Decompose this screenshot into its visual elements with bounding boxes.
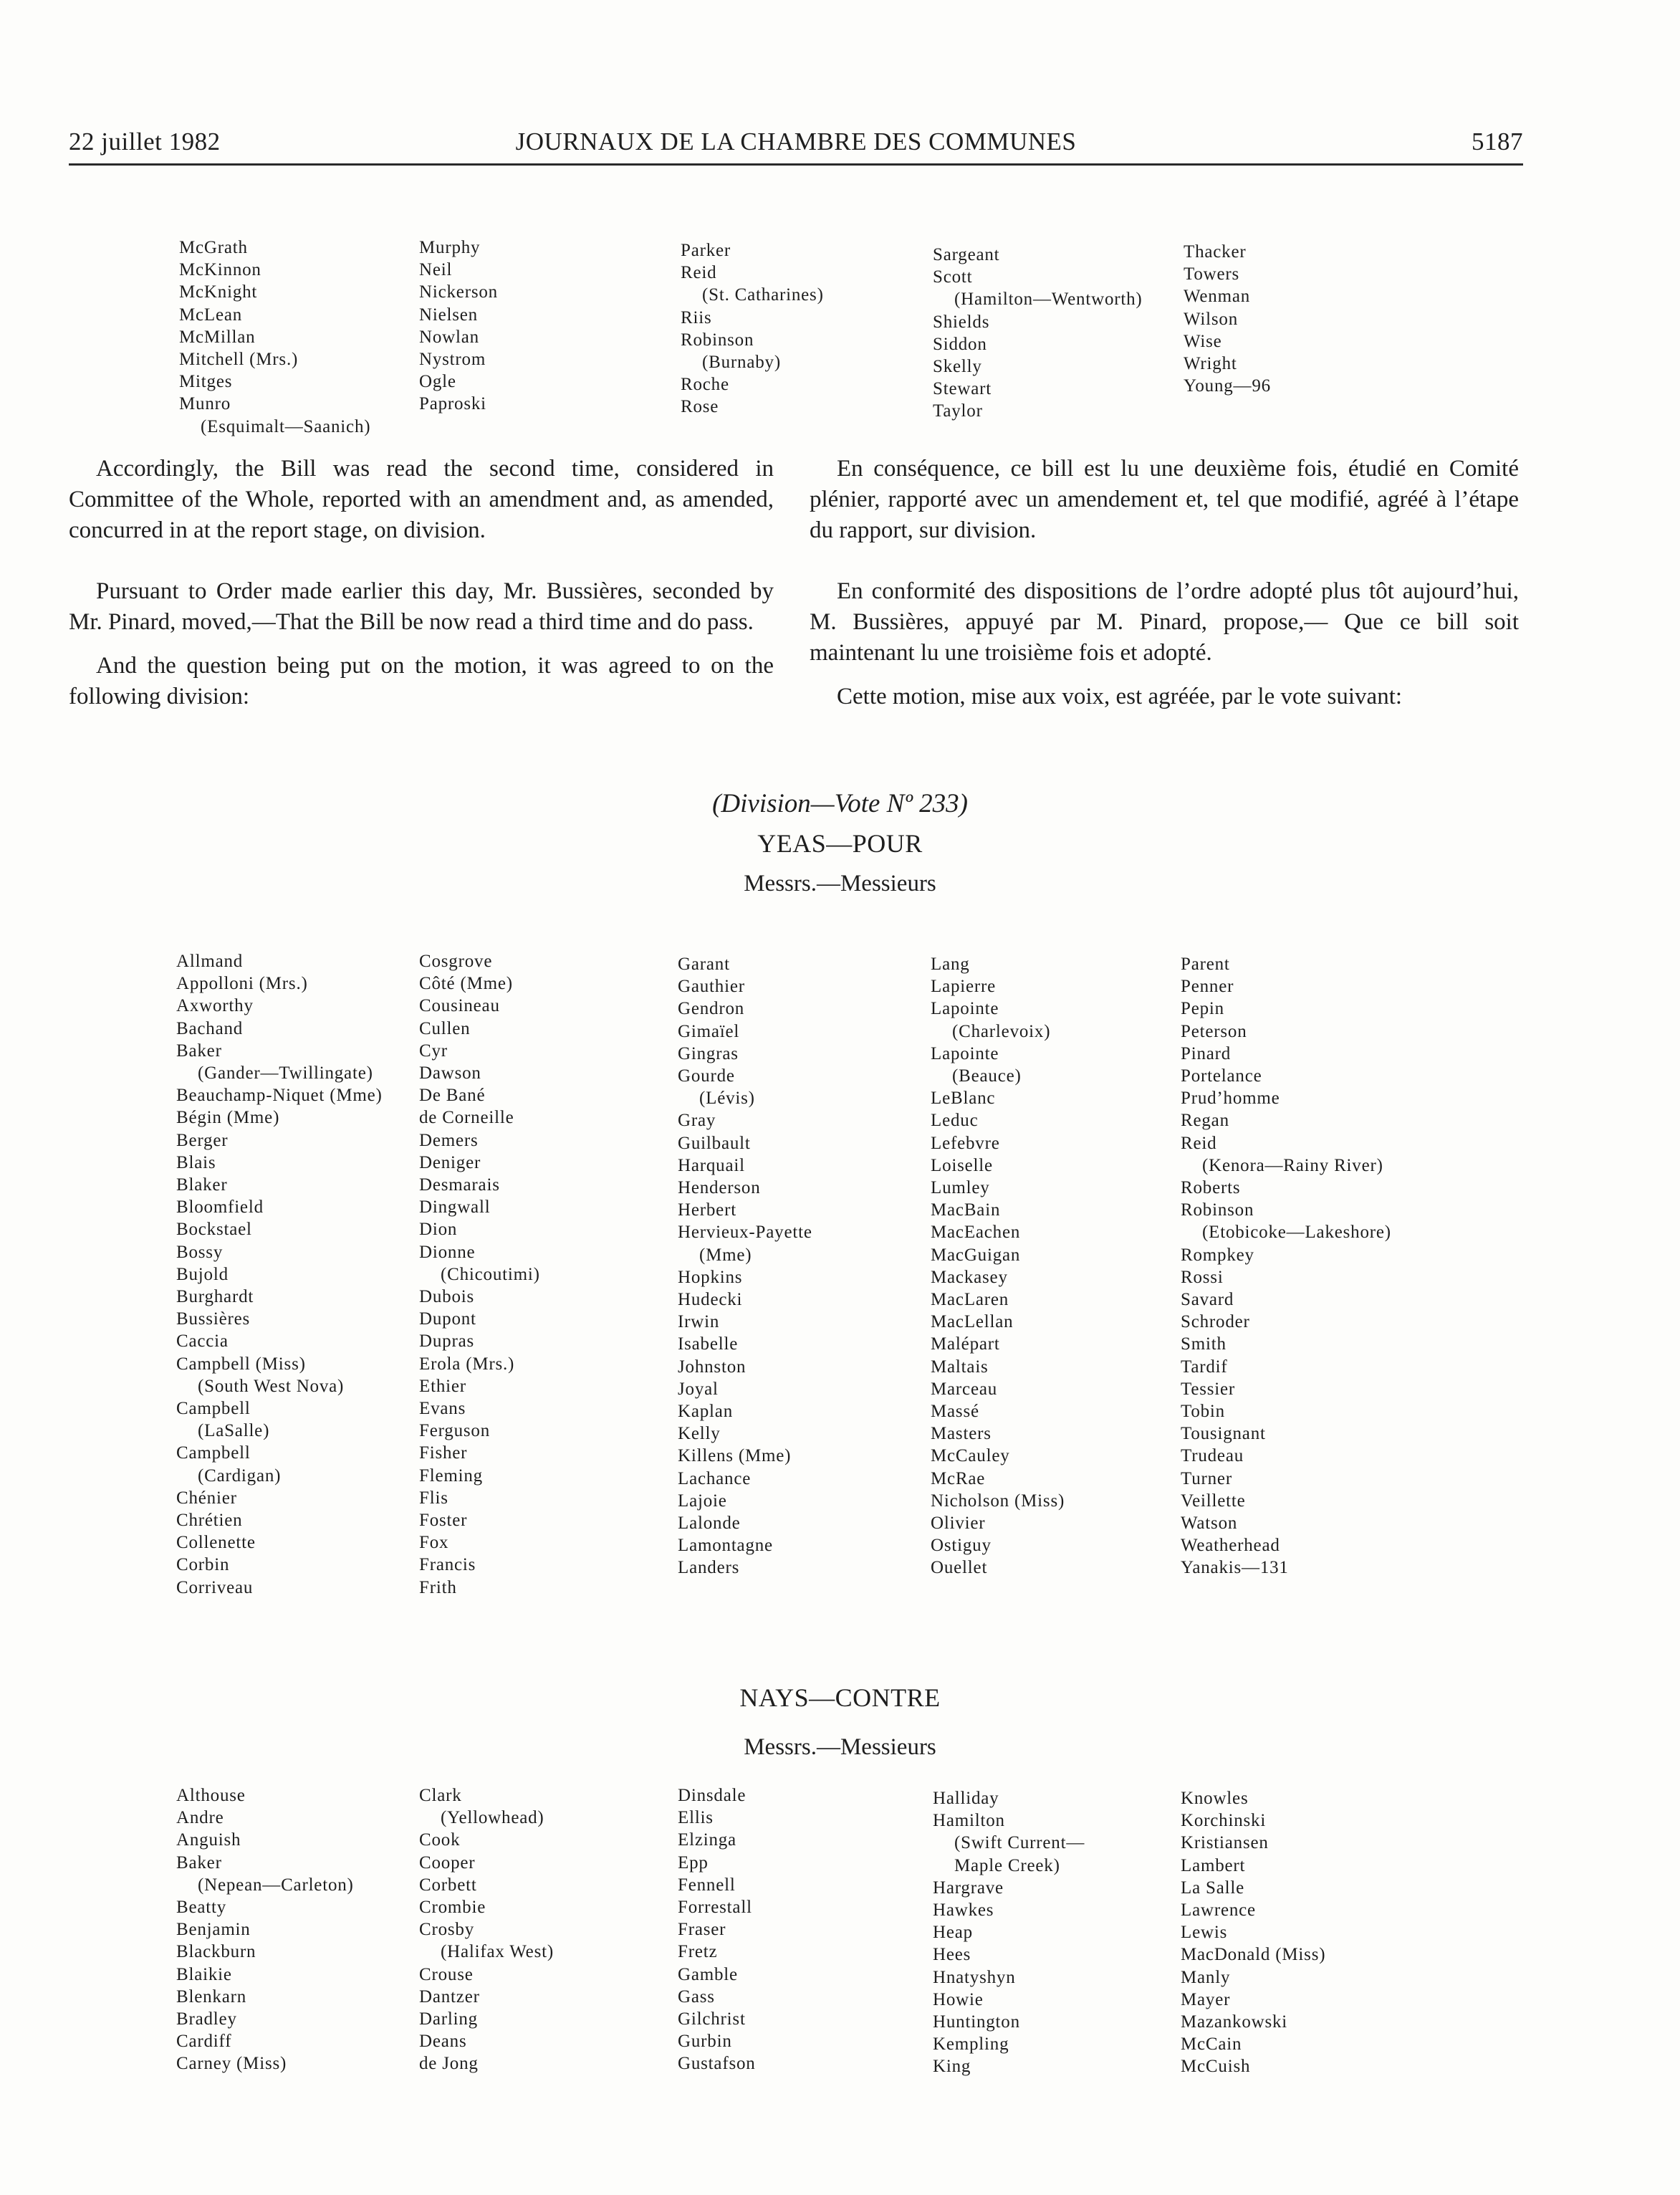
member-name: Trudeau xyxy=(1181,1446,1244,1466)
member-name: Nowlan xyxy=(419,327,479,347)
top-names-column xyxy=(681,239,824,419)
member-name: Axworthy xyxy=(176,996,254,1016)
member-name: Fennell xyxy=(678,1875,736,1895)
member-name: (Halifax West) xyxy=(441,1942,554,1962)
member-name: Garant xyxy=(678,955,730,974)
member-name: Lajoie xyxy=(678,1491,727,1511)
member-name: Fraser xyxy=(678,1920,726,1940)
member-name: Desmarais xyxy=(419,1175,500,1195)
member-name: Scott xyxy=(933,267,973,287)
member-name: Hudecki xyxy=(678,1290,743,1310)
member-name: Neil xyxy=(419,260,453,280)
member-name: Roberts xyxy=(1181,1178,1241,1198)
member-name: Blenkarn xyxy=(176,1986,247,2007)
nays-names-column xyxy=(933,1787,1085,2078)
member-name: Collenette xyxy=(176,1533,256,1553)
yeas-names-column xyxy=(1181,953,1391,1579)
member-name: (Swift Current— xyxy=(954,1833,1085,1853)
member-name: De Bané xyxy=(419,1086,486,1106)
member-name: Parker xyxy=(681,241,731,260)
member-name: Loiselle xyxy=(931,1155,993,1175)
member-name: de Corneille xyxy=(419,1108,514,1128)
member-name: McCain xyxy=(1181,2034,1242,2055)
member-name: Reid xyxy=(681,263,717,283)
member-name: Bussières xyxy=(176,1309,251,1329)
member-name: Lawrence xyxy=(1181,1900,1256,1921)
member-name: McCuish xyxy=(1181,2057,1251,2077)
member-name: Foster xyxy=(419,1511,468,1531)
member-name: Turner xyxy=(1181,1468,1232,1488)
member-name: (St. Catharines) xyxy=(702,285,824,305)
member-name: Frith xyxy=(419,1577,457,1597)
top-names-column xyxy=(179,236,370,438)
member-name: King xyxy=(933,2057,971,2077)
member-name: Lefebvre xyxy=(931,1133,1000,1153)
member-name: Herbert xyxy=(678,1200,736,1220)
member-name: Côté (Mme) xyxy=(419,974,513,994)
nays-names-column xyxy=(678,1784,756,2075)
member-name: Robinson xyxy=(681,330,754,350)
nays-heading: NAYS—CONTRE xyxy=(739,1683,941,1712)
member-name: Dingwall xyxy=(419,1197,491,1218)
member-name: Pinard xyxy=(1181,1043,1232,1063)
member-name: Tardif xyxy=(1181,1357,1228,1377)
nays-names-column xyxy=(176,1784,354,2075)
french-paragraph: Cette motion, mise aux voix, est agréée, par le vote suivant: xyxy=(837,684,1403,709)
member-name: Veillette xyxy=(1181,1491,1246,1511)
member-name: Dubois xyxy=(419,1287,475,1307)
member-name: Ogle xyxy=(419,372,456,392)
french-paragraph: En conséquence, ce bill est lu une deuxième fois, étudié en Comité plénier, rapporté avec un amendement et, tel que modifié, agréé à l’étape du rapport, sur division. xyxy=(810,456,1519,543)
member-name: Portelance xyxy=(1181,1066,1262,1086)
member-name: Gray xyxy=(678,1111,716,1131)
member-name: Nicholson (Miss) xyxy=(931,1491,1065,1511)
member-name: Carney (Miss) xyxy=(176,2054,287,2074)
member-name: Rossi xyxy=(1181,1267,1224,1287)
member-name: Guilbault xyxy=(678,1133,751,1153)
member-name: (Beauce) xyxy=(952,1066,1022,1086)
member-name: Lapierre xyxy=(931,977,997,997)
member-name: Flis xyxy=(419,1488,448,1508)
member-name: Munro xyxy=(179,394,231,414)
member-name: Weatherhead xyxy=(1181,1536,1280,1556)
member-name: Cosgrove xyxy=(419,952,493,971)
member-name: Gendron xyxy=(678,999,745,1019)
member-name: Bachand xyxy=(176,1018,244,1038)
member-name: Halliday xyxy=(933,1789,999,1808)
member-name: (Hamilton—Wentworth) xyxy=(954,290,1143,310)
english-paragraph: Accordingly, the Bill was read the second time, considered in Committee of the Whole, reported with an amendment and, as amended, concurred in at the report stage, on division. xyxy=(69,456,774,543)
member-name: Ostiguy xyxy=(931,1536,992,1556)
member-name: Erola (Mrs.) xyxy=(419,1354,515,1374)
member-name: Olivier xyxy=(931,1513,986,1534)
member-name: Fisher xyxy=(419,1443,468,1463)
member-name: Fretz xyxy=(678,1942,718,1962)
member-name: McMillan xyxy=(179,327,256,347)
member-name: Bujold xyxy=(176,1264,229,1284)
member-name: MacGuigan xyxy=(931,1245,1021,1265)
member-name: McKnight xyxy=(179,282,258,302)
member-name: Nystrom xyxy=(419,350,486,370)
member-name: Mitges xyxy=(179,372,233,392)
member-name: (Charlevoix) xyxy=(952,1021,1051,1041)
member-name: Forrestall xyxy=(678,1898,752,1918)
member-name: Crosby xyxy=(419,1920,475,1940)
member-name: Henderson xyxy=(678,1178,761,1198)
member-name: Elzinga xyxy=(678,1830,736,1850)
member-name: (Mme) xyxy=(699,1245,752,1265)
member-name: Schroder xyxy=(1181,1312,1250,1332)
member-name: (Lévis) xyxy=(699,1089,755,1109)
member-name: Beatty xyxy=(176,1898,227,1918)
nays-names-column xyxy=(1181,1787,1325,2078)
member-name: McCauley xyxy=(931,1446,1010,1466)
member-name: Darling xyxy=(419,2009,478,2029)
member-name: MacBain xyxy=(931,1200,1001,1220)
yeas-names-column xyxy=(678,953,812,1579)
member-name: Gourde xyxy=(678,1066,735,1086)
member-name: Smith xyxy=(1181,1334,1227,1354)
member-name: Ethier xyxy=(419,1376,466,1396)
member-name: Kelly xyxy=(678,1424,721,1444)
member-name: Althouse xyxy=(176,1786,246,1805)
member-name: Mazankowski xyxy=(1181,2012,1288,2032)
member-name: Campbell xyxy=(176,1443,251,1463)
member-name: Corriveau xyxy=(176,1577,254,1597)
member-name: Rose xyxy=(681,397,719,417)
member-name: Gimaïel xyxy=(678,1021,740,1041)
member-name: (Gander—Twillingate) xyxy=(198,1063,373,1084)
member-name: Tousignant xyxy=(1181,1424,1266,1444)
member-name: Evans xyxy=(419,1399,466,1419)
yeas-messrs-heading: Messrs.—Messieurs xyxy=(744,871,936,896)
member-name: MacLellan xyxy=(931,1312,1014,1332)
member-name: Shields xyxy=(933,312,990,332)
member-name: Hawkes xyxy=(933,1900,994,1921)
member-name: Fleming xyxy=(419,1465,483,1486)
member-name: (South West Nova) xyxy=(198,1376,345,1396)
member-name: Lamontagne xyxy=(678,1536,773,1556)
member-name: Stewart xyxy=(933,379,992,399)
yeas-names-column xyxy=(931,953,1065,1579)
member-name: McKinnon xyxy=(179,260,261,280)
member-name: Prud’homme xyxy=(1181,1089,1280,1109)
member-name: Campbell xyxy=(176,1399,251,1419)
member-name: Baker xyxy=(176,1852,222,1873)
member-name: Hopkins xyxy=(678,1267,743,1287)
member-name: Gass xyxy=(678,1986,715,2007)
member-name: Bossy xyxy=(176,1242,224,1262)
member-name: Corbett xyxy=(419,1875,477,1895)
member-name: Kempling xyxy=(933,2034,1009,2055)
member-name: Skelly xyxy=(933,357,982,377)
division-title: (Division—Vote Nº 233) xyxy=(712,789,968,818)
member-name: Gustafson xyxy=(678,2054,756,2074)
member-name: Cardiff xyxy=(176,2032,232,2052)
member-name: McGrath xyxy=(179,238,248,257)
member-name: Penner xyxy=(1181,977,1234,997)
member-name: Knowles xyxy=(1181,1789,1249,1808)
member-name: LeBlanc xyxy=(931,1089,996,1109)
yeas-names-column xyxy=(419,950,540,1599)
member-name: Wright xyxy=(1184,354,1237,374)
member-name: MacDonald (Miss) xyxy=(1181,1945,1326,1965)
member-name: Bradley xyxy=(176,2009,237,2029)
member-name: Kristiansen xyxy=(1181,1833,1269,1853)
member-name: Parent xyxy=(1181,955,1230,974)
member-name: McLean xyxy=(179,305,243,325)
header-page-number: 5187 xyxy=(1472,128,1523,156)
page-header xyxy=(69,126,1523,166)
member-name: Roche xyxy=(681,375,729,395)
member-name: Manly xyxy=(1181,1967,1231,1987)
member-name: Lang xyxy=(931,955,970,974)
member-name: (Cardigan) xyxy=(198,1465,282,1486)
member-name: Wise xyxy=(1184,331,1222,351)
member-name: Anguish xyxy=(176,1830,241,1850)
member-name: Ellis xyxy=(678,1808,714,1828)
member-name: Dion xyxy=(419,1220,458,1240)
member-name: Johnston xyxy=(678,1357,747,1377)
member-name: Benjamin xyxy=(176,1920,251,1940)
member-name: Hervieux-Payette xyxy=(678,1223,812,1243)
member-name: Demers xyxy=(419,1130,479,1150)
member-name: Lapointe xyxy=(931,1043,999,1063)
member-name: Hamilton xyxy=(933,1811,1005,1831)
member-name: Nielsen xyxy=(419,305,478,325)
member-name: Epp xyxy=(678,1852,709,1873)
member-name: (Kenora—Rainy River) xyxy=(1202,1155,1383,1175)
member-name: Reid xyxy=(1181,1133,1217,1153)
member-name: Mayer xyxy=(1181,1989,1231,2009)
member-name: Mackasey xyxy=(931,1267,1008,1287)
member-name: Mitchell (Mrs.) xyxy=(179,350,299,370)
member-name: Blaker xyxy=(176,1175,228,1195)
member-name: Masters xyxy=(931,1424,992,1444)
english-paragraph: And the question being put on the motion, it was agreed to on the following division: xyxy=(69,653,774,709)
member-name: Korchinski xyxy=(1181,1811,1267,1831)
member-name: McRae xyxy=(931,1468,986,1488)
member-name: Landers xyxy=(678,1558,740,1578)
header-title: JOURNAUX DE LA CHAMBRE DES COMMUNES xyxy=(515,128,1077,156)
member-name: Dinsdale xyxy=(678,1786,747,1805)
member-name: Cyr xyxy=(419,1041,448,1061)
english-paragraph: Pursuant to Order made earlier this day, Mr. Bussières, seconded by Mr. Pinard, moved,—That the Bill be now read a third time and do pass. xyxy=(69,578,774,635)
member-name: Massé xyxy=(931,1402,979,1422)
member-name: Tobin xyxy=(1181,1402,1225,1422)
member-name: Berger xyxy=(176,1130,229,1150)
member-name: Dionne xyxy=(419,1242,476,1262)
member-name: (Burnaby) xyxy=(702,353,781,373)
member-name: Siddon xyxy=(933,334,987,354)
member-name: Hargrave xyxy=(933,1878,1004,1898)
member-name: Baker xyxy=(176,1041,222,1061)
member-name: Paproski xyxy=(419,394,486,414)
top-names-column xyxy=(1184,241,1271,397)
member-name: Dupont xyxy=(419,1309,476,1329)
header-date: 22 juillet 1982 xyxy=(69,128,221,156)
member-name: Deans xyxy=(419,2032,467,2052)
yeas-names-column xyxy=(176,950,383,1599)
member-name: Andre xyxy=(176,1808,224,1828)
member-name: Killens (Mme) xyxy=(678,1446,792,1466)
member-name: (Chicoutimi) xyxy=(441,1264,540,1284)
member-name: Gingras xyxy=(678,1043,739,1063)
member-name: Gilchrist xyxy=(678,2009,746,2029)
english-column xyxy=(69,454,774,712)
member-name: Allmand xyxy=(176,952,244,971)
member-name: Cullen xyxy=(419,1018,471,1038)
member-name: Peterson xyxy=(1181,1021,1247,1041)
member-name: Blaikie xyxy=(176,1964,232,1984)
member-name: Sargeant xyxy=(933,245,1000,264)
member-name: Cook xyxy=(419,1830,461,1850)
member-name: Murphy xyxy=(419,238,481,257)
member-name: Chénier xyxy=(176,1488,237,1508)
member-name: Cooper xyxy=(419,1852,476,1873)
member-name: Pepin xyxy=(1181,999,1224,1019)
member-name: Bégin (Mme) xyxy=(176,1108,280,1128)
member-name: Nickerson xyxy=(419,282,498,302)
member-name: Thacker xyxy=(1184,242,1247,262)
member-name: Taylor xyxy=(933,401,983,421)
member-name: Huntington xyxy=(933,2012,1020,2032)
nays-messrs-heading: Messrs.—Messieurs xyxy=(744,1734,936,1760)
member-name: Appolloni (Mrs.) xyxy=(176,974,308,994)
member-name: Wenman xyxy=(1184,287,1251,307)
member-name: Gauthier xyxy=(678,977,745,997)
member-name: Hnatyshyn xyxy=(933,1967,1016,1987)
member-name: Howie xyxy=(933,1989,984,2009)
yeas-heading: YEAS—POUR xyxy=(757,829,923,858)
member-name: Lumley xyxy=(931,1178,990,1198)
member-name: Burghardt xyxy=(176,1287,254,1307)
member-name: La Salle xyxy=(1181,1878,1245,1898)
member-name: Bockstael xyxy=(176,1220,252,1240)
french-column xyxy=(810,454,1519,712)
member-name: Watson xyxy=(1181,1513,1238,1534)
member-name: Rompkey xyxy=(1181,1245,1254,1265)
member-name: Lambert xyxy=(1181,1855,1246,1875)
member-name: Savard xyxy=(1181,1290,1234,1310)
top-names-column xyxy=(933,244,1143,423)
member-name: Young—96 xyxy=(1184,376,1271,396)
member-name: Isabelle xyxy=(678,1334,739,1354)
member-name: Maltais xyxy=(931,1357,989,1377)
member-name: (Nepean—Carleton) xyxy=(198,1875,354,1895)
member-name: Dupras xyxy=(419,1331,475,1352)
member-name: Ouellet xyxy=(931,1558,988,1578)
member-name: Heap xyxy=(933,1923,973,1943)
member-name: Beauchamp-Niquet (Mme) xyxy=(176,1086,383,1106)
member-name: Riis xyxy=(681,307,712,327)
member-name: Towers xyxy=(1184,264,1240,284)
member-name: Gurbin xyxy=(678,2032,732,2052)
member-name: Corbin xyxy=(176,1555,230,1575)
member-name: Hees xyxy=(933,1945,971,1965)
member-name: Caccia xyxy=(176,1331,229,1352)
member-name: Francis xyxy=(419,1555,476,1575)
french-paragraph: En conformité des dispositions de l’ordre adopté plus tôt aujourd’hui, M. Bussières, appuyé par M. Pinard, propose,— Que ce bill soit maintenant lu une troisième fois et adopté. xyxy=(810,578,1519,666)
member-name: Blais xyxy=(176,1152,216,1172)
member-name: Robinson xyxy=(1181,1200,1254,1220)
member-name: MacLaren xyxy=(931,1290,1009,1310)
member-name: Deniger xyxy=(419,1152,481,1172)
member-name: Crouse xyxy=(419,1964,474,1984)
member-name: Lalonde xyxy=(678,1513,741,1534)
member-name: (Yellowhead) xyxy=(441,1808,544,1828)
member-name: Clark xyxy=(419,1786,462,1805)
member-name: (LaSalle) xyxy=(198,1421,270,1441)
member-name: Crombie xyxy=(419,1898,486,1918)
member-name: Blackburn xyxy=(176,1942,256,1962)
member-name: Kaplan xyxy=(678,1402,733,1422)
top-names-column xyxy=(419,236,498,416)
member-name: Harquail xyxy=(678,1155,745,1175)
member-name: (Etobicoke—Lakeshore) xyxy=(1202,1223,1391,1243)
member-name: Irwin xyxy=(678,1312,720,1332)
member-name: Bloomfield xyxy=(176,1197,264,1218)
member-name: Gamble xyxy=(678,1964,738,1984)
member-name: de Jong xyxy=(419,2054,479,2074)
member-name: Lewis xyxy=(1181,1923,1228,1943)
member-name: Chrétien xyxy=(176,1511,243,1531)
member-name: Wilson xyxy=(1184,309,1239,329)
member-name: Marceau xyxy=(931,1379,998,1399)
nays-names-column xyxy=(419,1784,554,2075)
member-name: Regan xyxy=(1181,1111,1229,1131)
member-name: Dawson xyxy=(419,1063,481,1084)
member-name: Fox xyxy=(419,1533,449,1553)
member-name: Yanakis—131 xyxy=(1181,1558,1289,1578)
member-name: Cousineau xyxy=(419,996,500,1016)
member-name: Campbell (Miss) xyxy=(176,1354,306,1374)
member-name: Dantzer xyxy=(419,1986,480,2007)
member-name: Leduc xyxy=(931,1111,979,1131)
member-name: Malépart xyxy=(931,1334,1000,1354)
member-name: Lachance xyxy=(678,1468,752,1488)
member-name: MacEachen xyxy=(931,1223,1021,1243)
member-name: Tessier xyxy=(1181,1379,1236,1399)
member-name: Maple Creek) xyxy=(954,1855,1060,1875)
member-name: Lapointe xyxy=(931,999,999,1019)
member-name: (Esquimalt—Saanich) xyxy=(201,416,371,436)
member-name: Ferguson xyxy=(419,1421,491,1441)
member-name: Joyal xyxy=(678,1379,719,1399)
